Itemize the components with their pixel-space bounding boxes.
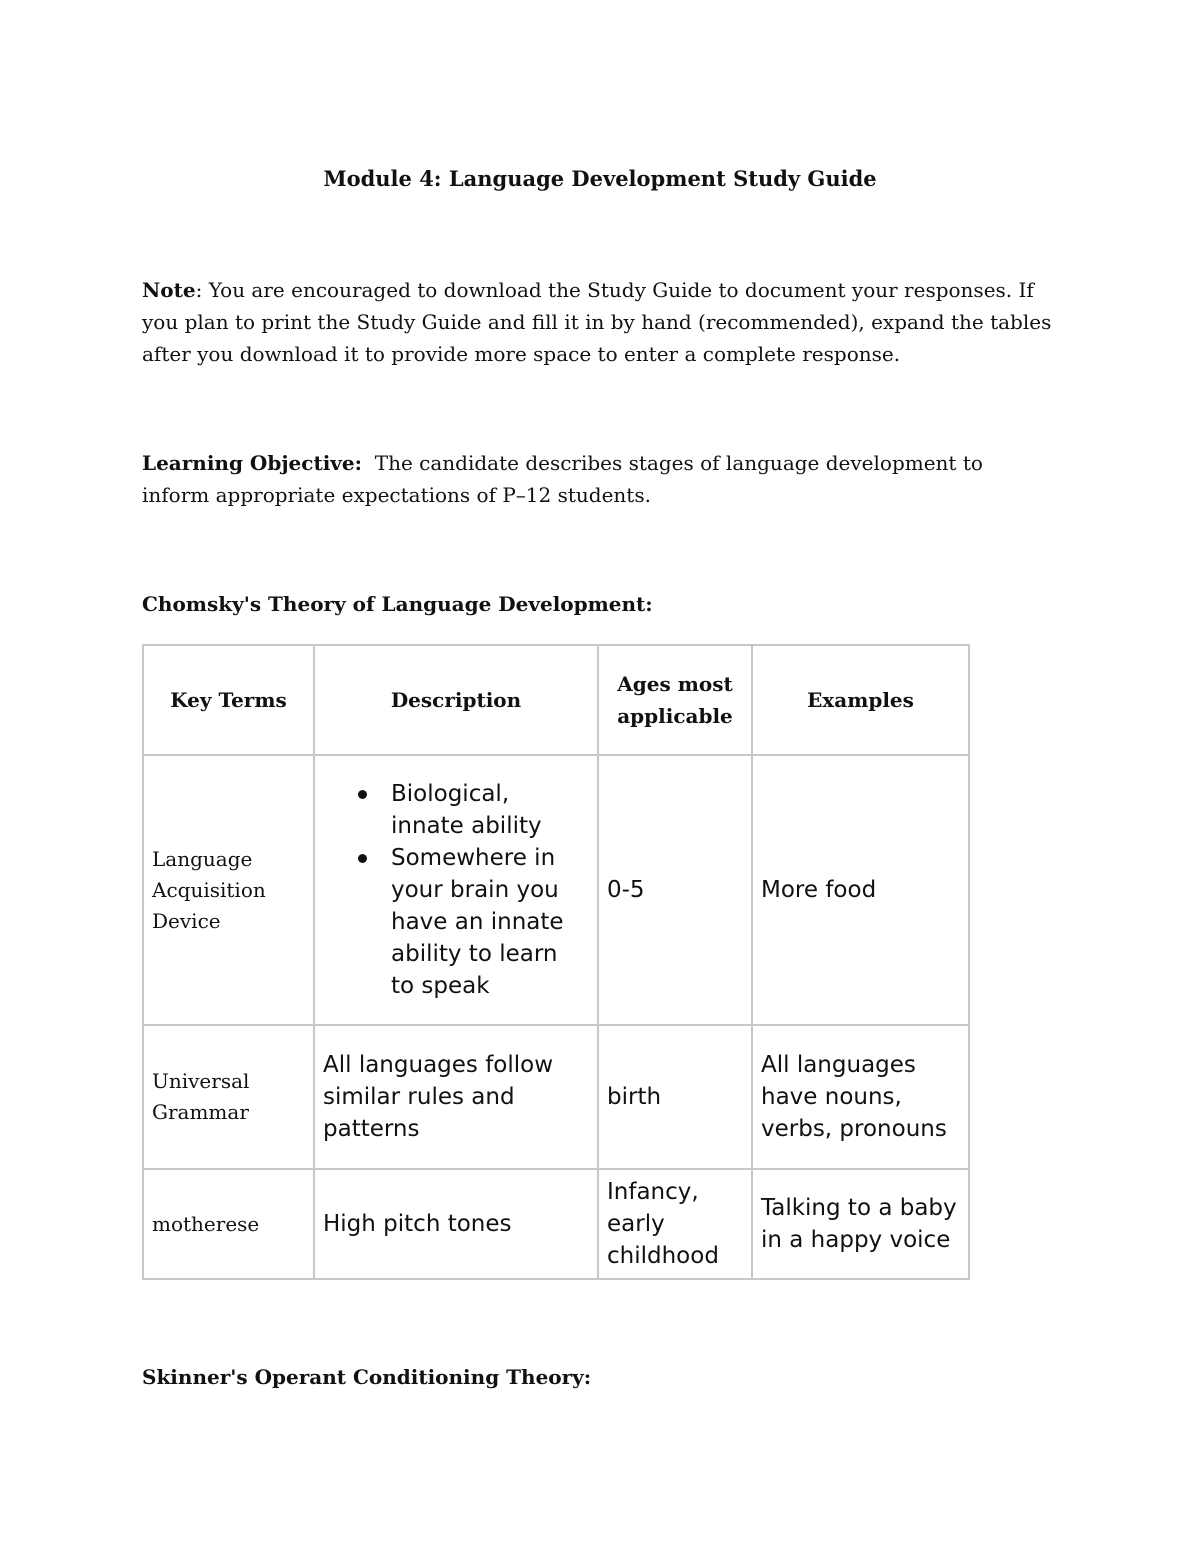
note-text: : You are encouraged to download the Study Guide to document your responses. If you plan to print the Study Guide and fill it in by hand (recommended), expand the tables after you download it to provide more space to enter a complete response. [142, 278, 1052, 366]
chomsky-section-heading: Chomsky's Theory of Language Development: [142, 592, 653, 616]
header-description: Description [314, 645, 598, 755]
note-paragraph [142, 274, 1072, 370]
ages-cell: Infancy, early childhood [598, 1169, 752, 1279]
example-cell: Talking to a baby in a happy voice [752, 1169, 969, 1279]
note-label: Note [142, 278, 196, 302]
example-cell: More food [752, 755, 969, 1025]
description-bullet-list [321, 778, 583, 1002]
learning-objective-paragraph [142, 447, 1042, 511]
learning-objective-text: The candidate describes stages of language development to inform appropriate expectations of P–12 students. [142, 451, 990, 507]
table-row [143, 1169, 969, 1279]
description-bullet: Biological, innate ability [391, 778, 583, 842]
header-key-terms: Key Terms [143, 645, 314, 755]
table-row [143, 1025, 969, 1169]
term-cell: Universal Grammar [143, 1025, 314, 1169]
example-cell: All languages have nouns, verbs, pronouns [752, 1025, 969, 1169]
description-cell: All languages follow similar rules and patterns [314, 1025, 598, 1169]
ages-cell: birth [598, 1025, 752, 1169]
learning-objective-label: Learning Objective: [142, 451, 363, 475]
page-title: Module 4: Language Development Study Guide [323, 166, 877, 191]
term-cell: motherese [143, 1169, 314, 1279]
table-row [143, 755, 969, 1025]
chomsky-table [142, 644, 970, 1280]
ages-cell: 0-5 [598, 755, 752, 1025]
skinner-section-heading: Skinner's Operant Conditioning Theory: [142, 1365, 592, 1389]
description-bullet: Somewhere in your brain you have an innate ability to learn to speak [391, 842, 583, 1002]
term-cell: Language Acquisition Device [143, 755, 314, 1025]
description-cell: High pitch tones [314, 1169, 598, 1279]
table-header-row [143, 645, 969, 755]
header-examples: Examples [752, 645, 969, 755]
header-ages: Ages most applicable [598, 645, 752, 755]
description-cell [314, 755, 598, 1025]
